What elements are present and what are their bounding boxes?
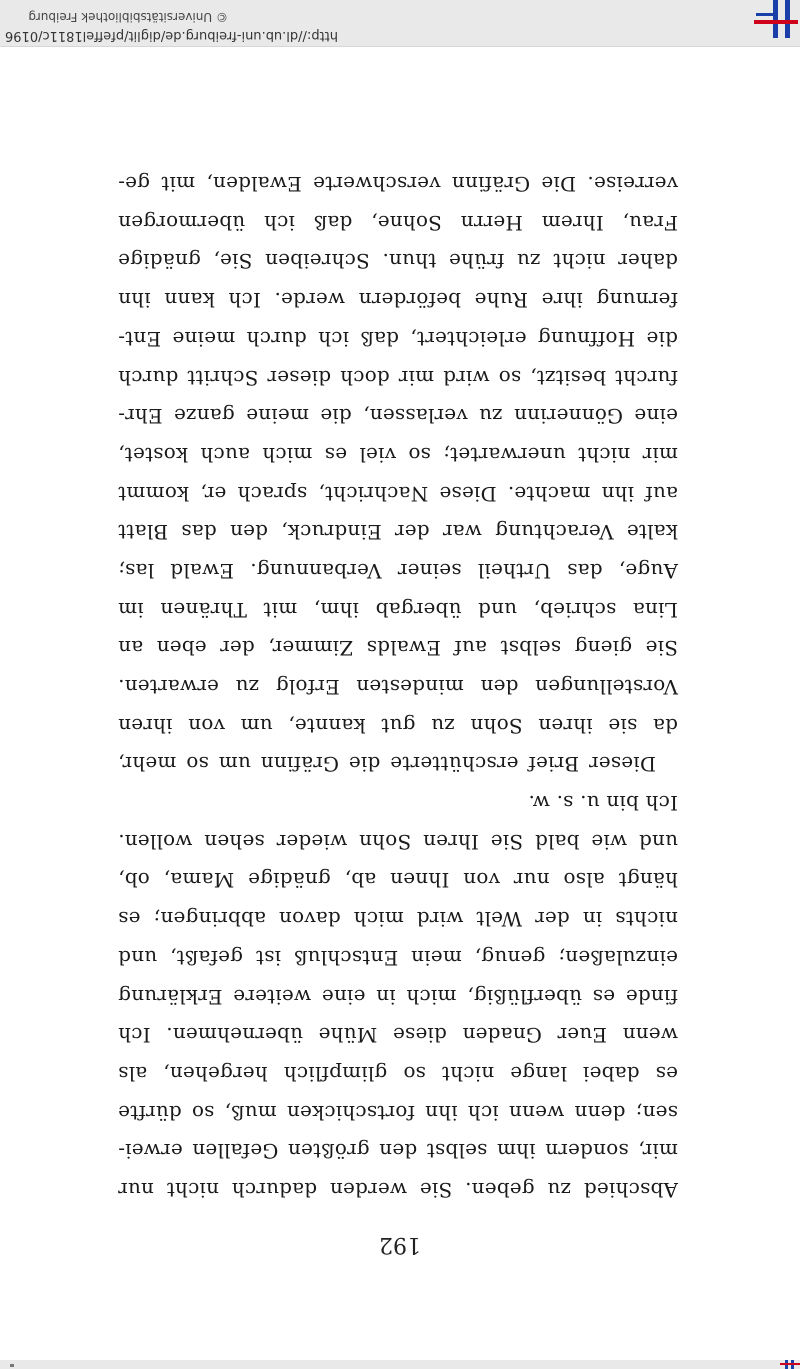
- text-line: kalte Verachtung war der Eindruck, den das Blatt: [118, 520, 678, 545]
- text-line: mir, sondern ihm selbst den größten Gefallen erwei-: [118, 1139, 678, 1164]
- text-line: fernung ihre Ruhe befördern werde. Ich kann ihn: [118, 288, 678, 313]
- ub-freiburg-logo-icon[interactable]: [752, 0, 800, 46]
- viewer-footer-strip: [0, 1360, 800, 1369]
- text-line: Vorstellungen den mindesten Erfolg zu erwarten.: [118, 675, 678, 700]
- text-line: hängt also nur von Ihnen ab, gnädige Mama, ob,: [118, 868, 678, 893]
- text-line: nichts in der Welt wird mich davon abbringen; es: [118, 907, 678, 932]
- text-line: Dieser Brief erschütterte die Gräfinn um so mehr,: [118, 752, 656, 777]
- text-line: sen; denn wenn ich ihn fortschicken muß, so dürfte: [118, 1100, 678, 1125]
- text-line: es dabei lange nicht so glimpflich hergehen, als: [118, 1061, 678, 1086]
- text-line: eine Gönnerinn zu verlassen, die meine ganze Ehr-: [118, 404, 678, 429]
- text-line: verreise. Die Gräfinn verschwerte Ewalden, mit ge-: [118, 172, 678, 197]
- viewer-header-bar: [0, 0, 800, 47]
- viewer-footer-dot: [10, 1364, 14, 1367]
- text-line: Frau, Ihrem Herrn Sohne, daß ich übermorgen: [118, 210, 678, 235]
- text-line: Ich bin u. s. w.: [528, 791, 678, 816]
- text-line: daher nicht zu frühe thun. Schreiben Sie, gnädige: [118, 249, 678, 274]
- text-line: Lina schrieb, und übergab ihm, mit Thränen im: [118, 597, 678, 622]
- text-line: Abschied zu geben. Sie werden dadurch nicht nur: [118, 1178, 678, 1202]
- text-line: Sie gieng selbst auf Ewalds Zimmer, der eben an: [118, 636, 678, 661]
- document-url[interactable]: http://dl.ub.uni-freiburg.de/diglit/pfeffel1811c/0196: [5, 28, 338, 43]
- text-line: furcht besitzt, so wird mir doch dieser Schritt durch: [118, 365, 678, 390]
- page-number: 192: [379, 1232, 421, 1257]
- ub-freiburg-mini-logo-icon: [778, 1360, 800, 1369]
- text-line: da sie ihren Sohn zu gut kannte, um von ihren: [118, 713, 678, 738]
- text-line: wenn Euer Gnaden diese Mühe übernehmen. Ich: [118, 1023, 678, 1048]
- copyright-text: © Universitätsbibliothek Freiburg: [28, 10, 228, 24]
- text-line: die Hoffnung erleichtert, daß ich durch meine Ent-: [118, 326, 678, 351]
- page-text: [118, 164, 678, 1209]
- text-line: finde es überflüßig, mich in eine weitere Erklärung: [118, 984, 678, 1009]
- text-line: auf ihn machte. Diese Nachricht, sprach er, kommt: [118, 481, 678, 506]
- text-line: einzulaßen; genug, mein Entschluß ist gefaßt, und: [118, 945, 678, 970]
- text-line: mir nicht unerwartet; so viel es mich auch kostet,: [118, 442, 678, 467]
- text-line: Auge, das Urtheil seiner Verbannung. Ewald las;: [118, 559, 678, 583]
- text-line: und wie bald Sie Ihren Sohn wieder sehen wollen.: [118, 829, 678, 854]
